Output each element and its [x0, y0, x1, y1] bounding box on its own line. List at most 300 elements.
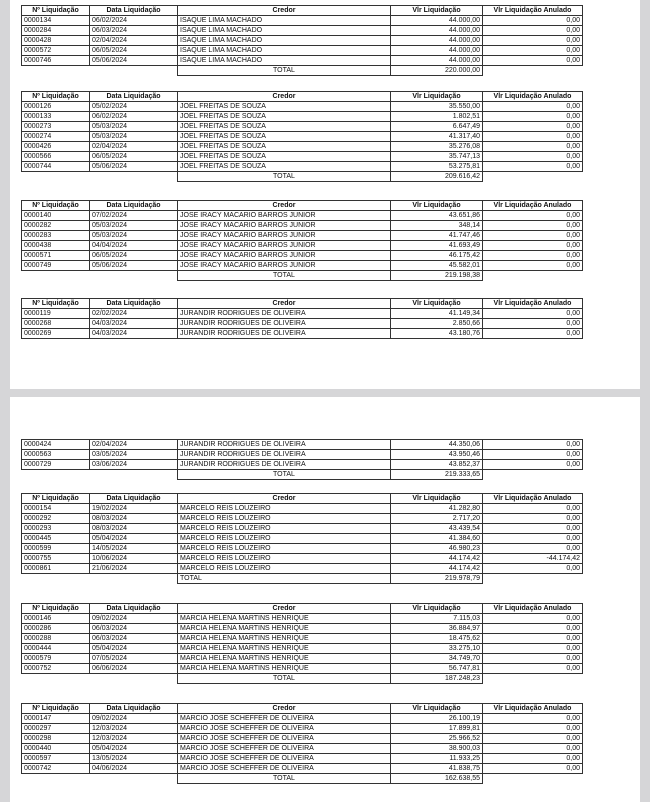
cell-nro-liquidacao: 0000274: [22, 132, 90, 142]
cell-data-liquidacao: 02/02/2024: [90, 309, 178, 319]
cell-vlr-liquidacao: 44.000,00: [391, 26, 483, 36]
table-header-row: [22, 604, 583, 614]
cell-credor: ISAQUE LIMA MACHADO: [178, 26, 391, 36]
cell-vlr-liquidacao: 43.852,37: [391, 460, 483, 470]
cell-vlr-liquidacao: 41.838,75: [391, 764, 483, 774]
total-row: [22, 470, 583, 480]
total-label: TOTAL: [178, 674, 391, 684]
cell-vlr-liquidacao: 43.180,76: [391, 329, 483, 339]
cell-nro-liquidacao: 0000563: [22, 450, 90, 460]
cell-data-liquidacao: 06/06/2024: [90, 664, 178, 674]
cell-nro-liquidacao: 0000297: [22, 724, 90, 734]
cell-data-liquidacao: 05/04/2024: [90, 744, 178, 754]
cell-vlr-liquidacao: 7.115,03: [391, 614, 483, 624]
total-spacer: [483, 271, 583, 281]
header-vlr-anulado: Vlr Liquidação Anulado: [483, 6, 583, 16]
cell-vlr-liquidacao: 35.747,13: [391, 152, 483, 162]
header-data-liquidacao: Data Liquidação: [90, 704, 178, 714]
cell-nro-liquidacao: 0000269: [22, 329, 90, 339]
cell-credor: MARCIO JOSE SCHEFFER DE OLIVEIRA: [178, 764, 391, 774]
cell-data-liquidacao: 12/03/2024: [90, 734, 178, 744]
cell-data-liquidacao: 05/03/2024: [90, 132, 178, 142]
table-row: [22, 654, 583, 664]
header-credor: Credor: [178, 604, 391, 614]
cell-credor: MARCELO REIS LOUZEIRO: [178, 564, 391, 574]
cell-vlr-anulado: 0,00: [483, 524, 583, 534]
cell-vlr-anulado: 0,00: [483, 162, 583, 172]
cell-vlr-liquidacao: 56.747,81: [391, 664, 483, 674]
cell-vlr-liquidacao: 44.174,42: [391, 564, 483, 574]
cell-vlr-anulado: 0,00: [483, 231, 583, 241]
cell-credor: JOSE IRACY MACARIO BARROS JUNIOR: [178, 261, 391, 271]
table-row: [22, 211, 583, 221]
cell-data-liquidacao: 06/03/2024: [90, 26, 178, 36]
cell-credor: JURANDIR RODRIGUES DE OLIVEIRA: [178, 460, 391, 470]
cell-nro-liquidacao: 0000268: [22, 319, 90, 329]
header-nro-liquidacao: Nº Liquidação: [22, 92, 90, 102]
header-nro-liquidacao: Nº Liquidação: [22, 201, 90, 211]
total-spacer: [22, 66, 178, 76]
cell-credor: MARCIA HELENA MARTINS HENRIQUE: [178, 664, 391, 674]
cell-vlr-liquidacao: 41.747,46: [391, 231, 483, 241]
table-row: [22, 754, 583, 764]
cell-vlr-liquidacao: 44.174,42: [391, 554, 483, 564]
cell-credor: MARCELO REIS LOUZEIRO: [178, 524, 391, 534]
cell-vlr-anulado: 0,00: [483, 644, 583, 654]
liquidacao-table: [21, 703, 583, 784]
cell-credor: JURANDIR RODRIGUES DE OLIVEIRA: [178, 329, 391, 339]
cell-data-liquidacao: 04/03/2024: [90, 329, 178, 339]
cell-nro-liquidacao: 0000424: [22, 440, 90, 450]
header-credor: Credor: [178, 6, 391, 16]
cell-data-liquidacao: 12/03/2024: [90, 724, 178, 734]
cell-vlr-anulado: 0,00: [483, 102, 583, 112]
cell-nro-liquidacao: 0000444: [22, 644, 90, 654]
document-page-2: [10, 397, 640, 802]
cell-data-liquidacao: 21/06/2024: [90, 564, 178, 574]
cell-credor: MARCIO JOSE SCHEFFER DE OLIVEIRA: [178, 744, 391, 754]
cell-data-liquidacao: 05/02/2024: [90, 102, 178, 112]
cell-nro-liquidacao: 0000428: [22, 36, 90, 46]
table-row: [22, 524, 583, 534]
table-row: [22, 544, 583, 554]
cell-vlr-anulado: 0,00: [483, 132, 583, 142]
cell-data-liquidacao: 07/05/2024: [90, 654, 178, 664]
cell-vlr-liquidacao: 36.884,97: [391, 624, 483, 634]
table-row: [22, 614, 583, 624]
cell-nro-liquidacao: 0000579: [22, 654, 90, 664]
cell-vlr-liquidacao: 35.276,08: [391, 142, 483, 152]
cell-data-liquidacao: 06/02/2024: [90, 16, 178, 26]
table-row: [22, 26, 583, 36]
table-row: [22, 624, 583, 634]
cell-data-liquidacao: 02/04/2024: [90, 36, 178, 46]
liquidacao-table: [21, 439, 583, 480]
total-spacer: [483, 470, 583, 480]
table-row: [22, 46, 583, 56]
cell-vlr-liquidacao: 41.384,60: [391, 534, 483, 544]
cell-vlr-liquidacao: 53.275,81: [391, 162, 483, 172]
total-spacer: [483, 66, 583, 76]
table-row: [22, 329, 583, 339]
table-row: [22, 644, 583, 654]
cell-vlr-liquidacao: 348,14: [391, 221, 483, 231]
cell-vlr-anulado: 0,00: [483, 634, 583, 644]
cell-nro-liquidacao: 0000288: [22, 634, 90, 644]
liquidacao-table: [21, 5, 583, 76]
header-credor: Credor: [178, 92, 391, 102]
cell-credor: JURANDIR RODRIGUES DE OLIVEIRA: [178, 319, 391, 329]
cell-data-liquidacao: 05/06/2024: [90, 162, 178, 172]
table-row: [22, 112, 583, 122]
cell-nro-liquidacao: 0000571: [22, 251, 90, 261]
cell-vlr-anulado: 0,00: [483, 142, 583, 152]
header-nro-liquidacao: Nº Liquidação: [22, 299, 90, 309]
cell-vlr-liquidacao: 46.175,42: [391, 251, 483, 261]
cell-credor: ISAQUE LIMA MACHADO: [178, 16, 391, 26]
table-row: [22, 450, 583, 460]
cell-nro-liquidacao: 0000744: [22, 162, 90, 172]
cell-data-liquidacao: 04/06/2024: [90, 764, 178, 774]
table-header-row: [22, 201, 583, 211]
cell-nro-liquidacao: 0000292: [22, 514, 90, 524]
total-row: [22, 66, 583, 76]
cell-data-liquidacao: 19/02/2024: [90, 504, 178, 514]
cell-nro-liquidacao: 0000599: [22, 544, 90, 554]
header-credor: Credor: [178, 299, 391, 309]
table-row: [22, 564, 583, 574]
table-row: [22, 221, 583, 231]
cell-vlr-anulado: 0,00: [483, 654, 583, 664]
cell-credor: MARCELO REIS LOUZEIRO: [178, 544, 391, 554]
cell-vlr-anulado: 0,00: [483, 309, 583, 319]
cell-credor: JOEL FREITAS DE SOUZA: [178, 132, 391, 142]
cell-vlr-liquidacao: 2.850,66: [391, 319, 483, 329]
cell-data-liquidacao: 08/03/2024: [90, 514, 178, 524]
cell-data-liquidacao: 09/02/2024: [90, 714, 178, 724]
cell-vlr-anulado: -44.174,42: [483, 554, 583, 564]
total-value: 209.616,42: [391, 172, 483, 182]
cell-vlr-anulado: 0,00: [483, 122, 583, 132]
table-row: [22, 664, 583, 674]
cell-data-liquidacao: 03/05/2024: [90, 450, 178, 460]
cell-vlr-liquidacao: 41.693,49: [391, 241, 483, 251]
table-row: [22, 634, 583, 644]
cell-credor: MARCIO JOSE SCHEFFER DE OLIVEIRA: [178, 754, 391, 764]
total-spacer: [483, 574, 583, 584]
liquidacao-table: [21, 603, 583, 684]
cell-vlr-anulado: 0,00: [483, 440, 583, 450]
header-vlr-anulado: Vlr Liquidação Anulado: [483, 299, 583, 309]
cell-credor: MARCELO REIS LOUZEIRO: [178, 554, 391, 564]
cell-vlr-liquidacao: 43.950,46: [391, 450, 483, 460]
cell-vlr-anulado: 0,00: [483, 744, 583, 754]
cell-vlr-liquidacao: 43.651,86: [391, 211, 483, 221]
cell-nro-liquidacao: 0000284: [22, 26, 90, 36]
table-row: [22, 734, 583, 744]
header-nro-liquidacao: Nº Liquidação: [22, 6, 90, 16]
table-row: [22, 764, 583, 774]
table-row: [22, 142, 583, 152]
total-spacer: [483, 774, 583, 784]
cell-nro-liquidacao: 0000572: [22, 46, 90, 56]
header-vlr-anulado: Vlr Liquidação Anulado: [483, 92, 583, 102]
cell-nro-liquidacao: 0000293: [22, 524, 90, 534]
table-row: [22, 261, 583, 271]
cell-data-liquidacao: 02/04/2024: [90, 142, 178, 152]
header-data-liquidacao: Data Liquidação: [90, 604, 178, 614]
cell-data-liquidacao: 06/05/2024: [90, 152, 178, 162]
cell-nro-liquidacao: 0000146: [22, 614, 90, 624]
total-spacer: [22, 172, 178, 182]
cell-vlr-anulado: 0,00: [483, 329, 583, 339]
cell-nro-liquidacao: 0000119: [22, 309, 90, 319]
cell-nro-liquidacao: 0000140: [22, 211, 90, 221]
cell-nro-liquidacao: 0000729: [22, 460, 90, 470]
cell-vlr-liquidacao: 45.582,01: [391, 261, 483, 271]
cell-data-liquidacao: 08/03/2024: [90, 524, 178, 534]
header-vlr-anulado: Vlr Liquidação Anulado: [483, 704, 583, 714]
table-header-row: [22, 494, 583, 504]
table-row: [22, 440, 583, 450]
cell-nro-liquidacao: 0000273: [22, 122, 90, 132]
header-vlr-liquidacao: Vlr Liquidação: [391, 299, 483, 309]
liquidacao-table: [21, 200, 583, 281]
table-row: [22, 460, 583, 470]
cell-credor: ISAQUE LIMA MACHADO: [178, 56, 391, 66]
cell-vlr-anulado: 0,00: [483, 112, 583, 122]
total-row: [22, 271, 583, 281]
cell-nro-liquidacao: 0000283: [22, 231, 90, 241]
cell-nro-liquidacao: 0000282: [22, 221, 90, 231]
cell-credor: MARCELO REIS LOUZEIRO: [178, 504, 391, 514]
cell-vlr-anulado: 0,00: [483, 36, 583, 46]
cell-data-liquidacao: 13/05/2024: [90, 754, 178, 764]
cell-data-liquidacao: 06/05/2024: [90, 251, 178, 261]
cell-data-liquidacao: 03/06/2024: [90, 460, 178, 470]
cell-vlr-liquidacao: 25.966,52: [391, 734, 483, 744]
cell-vlr-anulado: 0,00: [483, 450, 583, 460]
table-row: [22, 152, 583, 162]
total-value: 187.248,23: [391, 674, 483, 684]
cell-credor: MARCIA HELENA MARTINS HENRIQUE: [178, 634, 391, 644]
cell-vlr-liquidacao: 41.149,34: [391, 309, 483, 319]
total-label: TOTAL: [178, 271, 391, 281]
cell-vlr-liquidacao: 44.000,00: [391, 36, 483, 46]
table-row: [22, 319, 583, 329]
total-spacer: [22, 574, 178, 584]
total-spacer: [22, 271, 178, 281]
total-value: 219.333,65: [391, 470, 483, 480]
cell-nro-liquidacao: 0000134: [22, 16, 90, 26]
total-label: TOTAL: [178, 66, 391, 76]
table-row: [22, 744, 583, 754]
table-row: [22, 514, 583, 524]
cell-credor: JOSE IRACY MACARIO BARROS JUNIOR: [178, 211, 391, 221]
cell-credor: MARCIA HELENA MARTINS HENRIQUE: [178, 654, 391, 664]
cell-vlr-anulado: 0,00: [483, 614, 583, 624]
cell-nro-liquidacao: 0000286: [22, 624, 90, 634]
cell-vlr-liquidacao: 44.350,06: [391, 440, 483, 450]
table-row: [22, 714, 583, 724]
cell-nro-liquidacao: 0000133: [22, 112, 90, 122]
header-vlr-liquidacao: Vlr Liquidação: [391, 6, 483, 16]
cell-credor: JOSE IRACY MACARIO BARROS JUNIOR: [178, 221, 391, 231]
header-data-liquidacao: Data Liquidação: [90, 494, 178, 504]
cell-data-liquidacao: 10/06/2024: [90, 554, 178, 564]
cell-nro-liquidacao: 0000597: [22, 754, 90, 764]
cell-data-liquidacao: 06/03/2024: [90, 634, 178, 644]
header-credor: Credor: [178, 201, 391, 211]
cell-nro-liquidacao: 0000746: [22, 56, 90, 66]
cell-credor: JURANDIR RODRIGUES DE OLIVEIRA: [178, 440, 391, 450]
cell-vlr-anulado: 0,00: [483, 724, 583, 734]
cell-credor: JOEL FREITAS DE SOUZA: [178, 102, 391, 112]
total-spacer: [483, 674, 583, 684]
cell-vlr-anulado: 0,00: [483, 56, 583, 66]
cell-vlr-liquidacao: 38.900,03: [391, 744, 483, 754]
table-row: [22, 36, 583, 46]
document-page-1: [10, 0, 640, 389]
cell-data-liquidacao: 05/03/2024: [90, 221, 178, 231]
cell-credor: MARCIA HELENA MARTINS HENRIQUE: [178, 644, 391, 654]
cell-vlr-anulado: 0,00: [483, 764, 583, 774]
cell-vlr-anulado: 0,00: [483, 544, 583, 554]
total-value: 219.978,79: [391, 574, 483, 584]
total-row: [22, 674, 583, 684]
cell-vlr-liquidacao: 6.647,49: [391, 122, 483, 132]
cell-data-liquidacao: 14/05/2024: [90, 544, 178, 554]
header-vlr-liquidacao: Vlr Liquidação: [391, 704, 483, 714]
cell-data-liquidacao: 05/06/2024: [90, 261, 178, 271]
total-label: TOTAL: [178, 470, 391, 480]
total-label: TOTAL: [178, 574, 391, 584]
header-data-liquidacao: Data Liquidação: [90, 92, 178, 102]
cell-credor: MARCIO JOSE SCHEFFER DE OLIVEIRA: [178, 724, 391, 734]
cell-nro-liquidacao: 0000566: [22, 152, 90, 162]
cell-data-liquidacao: 06/02/2024: [90, 112, 178, 122]
table-header-row: [22, 92, 583, 102]
total-value: 162.638,55: [391, 774, 483, 784]
table-row: [22, 241, 583, 251]
cell-data-liquidacao: 05/03/2024: [90, 122, 178, 132]
cell-vlr-liquidacao: 46.980,23: [391, 544, 483, 554]
cell-vlr-liquidacao: 2.717,20: [391, 514, 483, 524]
cell-vlr-anulado: 0,00: [483, 251, 583, 261]
cell-vlr-liquidacao: 26.100,19: [391, 714, 483, 724]
cell-vlr-anulado: 0,00: [483, 624, 583, 634]
cell-nro-liquidacao: 0000742: [22, 764, 90, 774]
header-vlr-anulado: Vlr Liquidação Anulado: [483, 201, 583, 211]
cell-credor: MARCELO REIS LOUZEIRO: [178, 534, 391, 544]
cell-vlr-anulado: 0,00: [483, 564, 583, 574]
table-row: [22, 251, 583, 261]
cell-vlr-liquidacao: 41.282,80: [391, 504, 483, 514]
cell-vlr-liquidacao: 33.275,10: [391, 644, 483, 654]
cell-credor: ISAQUE LIMA MACHADO: [178, 46, 391, 56]
cell-nro-liquidacao: 0000298: [22, 734, 90, 744]
cell-vlr-anulado: 0,00: [483, 261, 583, 271]
cell-vlr-anulado: 0,00: [483, 152, 583, 162]
header-vlr-anulado: Vlr Liquidação Anulado: [483, 494, 583, 504]
cell-data-liquidacao: 09/02/2024: [90, 614, 178, 624]
cell-credor: JOEL FREITAS DE SOUZA: [178, 152, 391, 162]
cell-data-liquidacao: 02/04/2024: [90, 440, 178, 450]
table-row: [22, 504, 583, 514]
table-row: [22, 132, 583, 142]
table-row: [22, 162, 583, 172]
total-spacer: [483, 172, 583, 182]
liquidacao-table: [21, 298, 583, 339]
cell-data-liquidacao: 04/04/2024: [90, 241, 178, 251]
cell-data-liquidacao: 06/05/2024: [90, 46, 178, 56]
cell-vlr-liquidacao: 44.000,00: [391, 16, 483, 26]
header-vlr-liquidacao: Vlr Liquidação: [391, 201, 483, 211]
cell-nro-liquidacao: 0000126: [22, 102, 90, 112]
cell-credor: ISAQUE LIMA MACHADO: [178, 36, 391, 46]
cell-vlr-liquidacao: 43.439,54: [391, 524, 483, 534]
cell-vlr-anulado: 0,00: [483, 26, 583, 36]
header-vlr-anulado: Vlr Liquidação Anulado: [483, 604, 583, 614]
cell-data-liquidacao: 06/03/2024: [90, 624, 178, 634]
header-data-liquidacao: Data Liquidação: [90, 299, 178, 309]
total-label: TOTAL: [178, 172, 391, 182]
table-header-row: [22, 704, 583, 714]
cell-nro-liquidacao: 0000752: [22, 664, 90, 674]
table-row: [22, 231, 583, 241]
cell-credor: MARCIO JOSE SCHEFFER DE OLIVEIRA: [178, 734, 391, 744]
cell-data-liquidacao: 05/03/2024: [90, 231, 178, 241]
total-value: 219.198,38: [391, 271, 483, 281]
total-spacer: [22, 774, 178, 784]
table-row: [22, 309, 583, 319]
total-row: [22, 574, 583, 584]
cell-vlr-liquidacao: 41.317,40: [391, 132, 483, 142]
header-vlr-liquidacao: Vlr Liquidação: [391, 604, 483, 614]
cell-vlr-anulado: 0,00: [483, 460, 583, 470]
total-label: TOTAL: [178, 774, 391, 784]
table-header-row: [22, 6, 583, 16]
cell-credor: JOEL FREITAS DE SOUZA: [178, 162, 391, 172]
cell-vlr-liquidacao: 1.802,51: [391, 112, 483, 122]
table-row: [22, 122, 583, 132]
cell-data-liquidacao: 04/03/2024: [90, 319, 178, 329]
cell-vlr-anulado: 0,00: [483, 319, 583, 329]
cell-nro-liquidacao: 0000749: [22, 261, 90, 271]
header-nro-liquidacao: Nº Liquidação: [22, 494, 90, 504]
cell-vlr-liquidacao: 44.000,00: [391, 56, 483, 66]
cell-data-liquidacao: 05/04/2024: [90, 534, 178, 544]
cell-nro-liquidacao: 0000154: [22, 504, 90, 514]
table-header-row: [22, 299, 583, 309]
table-row: [22, 102, 583, 112]
cell-credor: MARCIO JOSE SCHEFFER DE OLIVEIRA: [178, 714, 391, 724]
cell-vlr-anulado: 0,00: [483, 534, 583, 544]
cell-data-liquidacao: 07/02/2024: [90, 211, 178, 221]
cell-nro-liquidacao: 0000445: [22, 534, 90, 544]
table-row: [22, 554, 583, 564]
cell-credor: JOEL FREITAS DE SOUZA: [178, 142, 391, 152]
header-vlr-liquidacao: Vlr Liquidação: [391, 494, 483, 504]
cell-vlr-anulado: 0,00: [483, 46, 583, 56]
cell-vlr-anulado: 0,00: [483, 664, 583, 674]
total-value: 220.000,00: [391, 66, 483, 76]
header-data-liquidacao: Data Liquidação: [90, 6, 178, 16]
cell-credor: MARCELO REIS LOUZEIRO: [178, 514, 391, 524]
cell-vlr-liquidacao: 35.550,00: [391, 102, 483, 112]
cell-nro-liquidacao: 0000438: [22, 241, 90, 251]
cell-vlr-anulado: 0,00: [483, 754, 583, 764]
